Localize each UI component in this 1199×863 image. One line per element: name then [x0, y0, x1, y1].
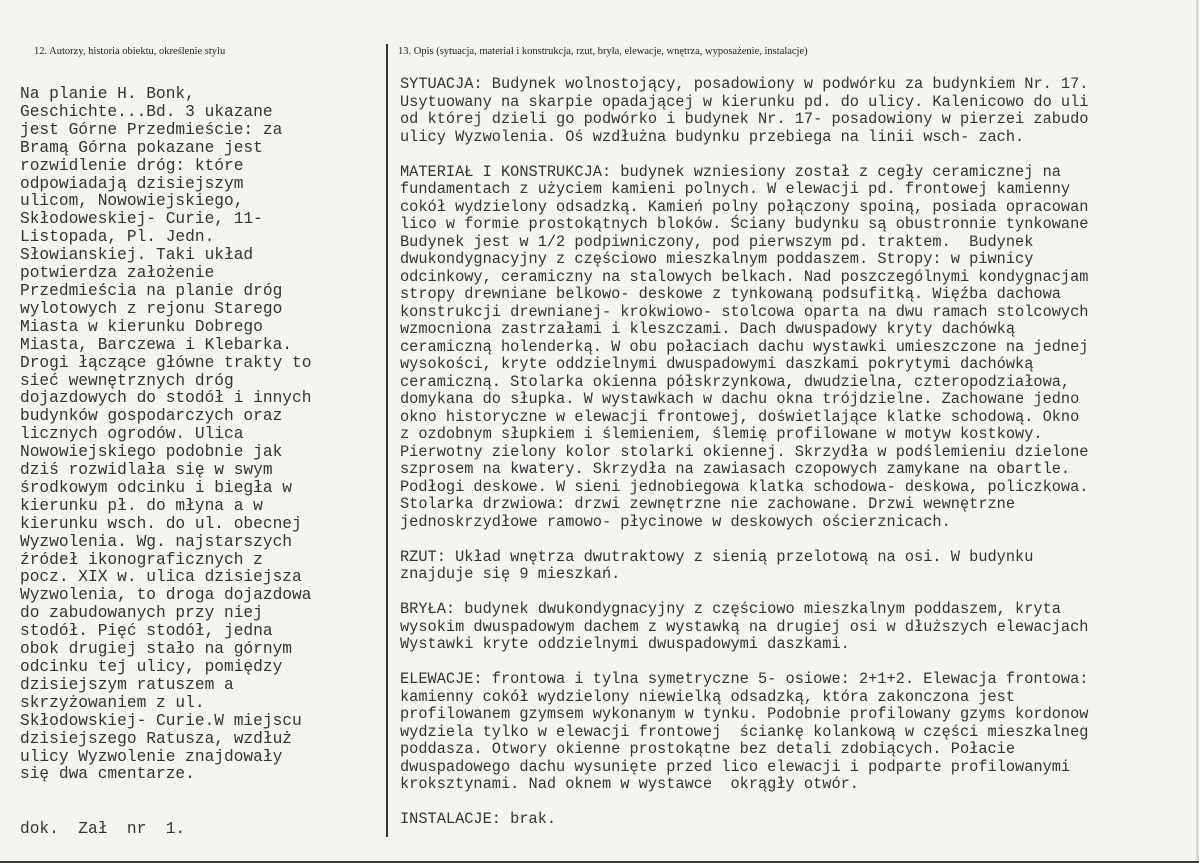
- history-line: jest Górne Przedmieście: za: [20, 120, 283, 139]
- description-line: wysokim dwuspadowym dachem z wystawką na drugiej osi w dłuższych elewacjach: [400, 617, 1089, 636]
- history-line: ulicom, Nowowiejskiego,: [20, 192, 244, 211]
- description-text: [400, 76, 1190, 846]
- description-line: poddasza. Otwory okienne prostokątne bez detali zdobiących. Połacie: [400, 740, 1016, 758]
- history-line: potwierdza założenie: [20, 264, 215, 283]
- history-line: dzisiejszym ratuszem a: [20, 675, 234, 694]
- history-line: się dwa cmentarze.: [20, 765, 195, 784]
- description-line: Budynek jest w 1/2 podpiwniczony, pod pierwszym pd. traktem. Budynek: [400, 232, 1034, 251]
- description-line: odcinkowy, ceramiczny na stalowych belkach. Nad poszczególnymi kondygnacjam: [400, 267, 1089, 286]
- description-line: Usytuowany na skarpie opadającej w kierunku pd. do ulicy. Kalenicowo do uli: [400, 92, 1089, 111]
- history-line: Wyzwolenia, to droga dojazdowa: [20, 586, 312, 605]
- header-authors-history: 12. Autorzy, historia obiektu, określenie stylu: [34, 46, 226, 57]
- description-paragraph: [400, 601, 1190, 654]
- description-line: konstrukcji drewnianej- krokwiowo- stolcowa oparta na dwu ramach stolcowych: [400, 302, 1089, 321]
- description-line: SYTUACJA: Budynek wolnostojący, posadowiony w podwórku za budynkiem Nr. 17.: [400, 75, 1089, 93]
- description-line: dwukondygnacyjny z częściowo mieszkalnym poddaszem. Stropy: w piwnicy: [400, 250, 1034, 268]
- history-line: Nowowiejskiego podobnie jak: [20, 443, 283, 462]
- history-line: odpowiadają dzisiejszym: [20, 174, 244, 193]
- description-line: wysokości, kryte oddzielnymi dwuspadowymi daszkami pokrytymi dachówką: [400, 355, 1034, 373]
- history-line: Listopada, Pl. Jedn.: [20, 228, 215, 247]
- description-line: profilowanem gzymsem wykonanym w tynku. Podobnie profilowany gzyms kordonow: [400, 705, 1089, 723]
- history-line: Drogi łączące główne trakty to: [20, 353, 312, 372]
- description-line: z ozdobnym słupkiem i ślemieniem, ślemię profilowane w motyw kostkowy.: [400, 425, 1043, 443]
- history-line: wylotowych z rejonu Starego: [20, 299, 283, 318]
- history-line: Przedmieścia na planie dróg: [20, 281, 283, 300]
- description-line: od której dzieli go podwórko i budynek Nr. 17- posadowiony w pierzei zabudo: [400, 110, 1089, 128]
- history-line: pocz. XIX w. ulica dzisiejsza: [20, 568, 302, 587]
- description-line: Stolarka drzwiowa: drzwi zewnętrzne nie zachowane. Drzwi wewnętrzne: [400, 495, 1016, 513]
- description-line: dwuspadowego dachu wysunięte przed lico elewacji i podparte profilowanymi: [400, 757, 1071, 776]
- history-line: Miasta w kierunku Dobrego: [20, 317, 263, 336]
- history-line: budynków gospodarczych oraz: [20, 407, 283, 426]
- history-line: Geschichte...Bd. 3 ukazane: [20, 102, 273, 121]
- history-line: sieć wewnętrznych dróg: [20, 371, 234, 390]
- history-line: Bramą Górna pokazane jest: [20, 138, 263, 157]
- description-paragraph: [400, 164, 1190, 532]
- description-line: ulicy Wyzwolenia. Oś wzdłużna budynku przebiega na linii wsch- zach.: [400, 127, 1025, 146]
- description-line: ceramiczną. Stolarka okienna półskrzynkowa, dwudzielna, czteropodziałowa,: [400, 372, 1071, 391]
- history-text: [20, 86, 380, 784]
- history-line: środkowym odcinku i biegła w: [20, 478, 292, 497]
- history-line: Słowianskiej. Taki układ: [20, 246, 254, 265]
- description-line: Podłogi deskowe. W sieni jednobiegowa klatka schodowa- deskowa, policzkowa.: [400, 477, 1089, 496]
- description-paragraph: [400, 671, 1190, 794]
- history-line: dziś rozwidlała się w swym: [20, 461, 273, 480]
- history-line: źródeł ikonograficznych z: [20, 550, 263, 569]
- description-line: kroksztynami. Nad oknem w wystawce okrągły otwór.: [400, 775, 859, 793]
- history-line: Skłodoweskiej- Curie, 11-: [20, 210, 263, 229]
- description-line: RZUT: Układ wnętrza dwutraktowy z sienią przelotową na osi. W budynku: [400, 547, 1034, 566]
- description-line: wzmocniona zastrzałami i kleszczami. Dach dwuspadowy kryty dachówką: [400, 320, 1016, 338]
- history-line: kierunku pł. do młyna a w: [20, 496, 263, 515]
- description-line: MATERIAŁ I KONSTRUKCJA: budynek wzniesiony został z cegły ceramicznej na: [400, 162, 1061, 181]
- description-line: stropy drewniane belkowo- deskowe z tynkowaną podsufitką. Więźba dachowa: [400, 285, 1061, 303]
- description-line: ceramiczną holenderką. W obu połaciach dachu wystawki umieszczone na jednej: [400, 337, 1089, 356]
- description-line: okno historyczne w elewacji frontowej, doświetlające klatke schodową. Okno: [400, 407, 1080, 426]
- footnote: dok. Zał nr 1.: [20, 820, 186, 838]
- description-line: fundamentach z użyciem kamieni polnych. W elewacji pd. frontowej kamienny: [400, 180, 1071, 198]
- history-line: rozwidlenie dróg: które: [20, 156, 244, 175]
- description-line: domykana do słupka. W wystawkach w dachu okna trójdzielne. Zachowane jedno: [400, 390, 1080, 408]
- description-line: jednoskrzydłowe ramowo- płycinowe w deskowych ościerznicach.: [400, 512, 951, 531]
- column-divider: [386, 44, 388, 837]
- history-line: ulicy Wyzwolenie znajdowały: [20, 747, 283, 766]
- description-line: szprosem na kwatery. Skrzydła na zawiasach czopowych zamykane na obartle.: [400, 460, 1071, 478]
- description-line: kamienny cokół wydzielony niewielką odsadzką, która zakonczona jest: [400, 687, 1016, 706]
- history-line: skrzyżowaniem z ul.: [20, 693, 205, 712]
- history-line: obok drugiej stało na górnym: [20, 640, 292, 659]
- description-line: INSTALACJE: brak.: [400, 810, 557, 828]
- history-line: do zabudowanych przy niej: [20, 604, 263, 623]
- history-line: Na planie H. Bonk,: [20, 85, 195, 103]
- description-line: wydziela tylko w elewacji frontowej ściankę kolankową w części mieszkalneg: [400, 722, 1089, 741]
- description-line: cokół wydzielony odsadzką. Kamień polny połączony spoiną, posiada opracowan: [400, 197, 1089, 216]
- history-line: stodół. Pięć stodół, jedna: [20, 622, 273, 641]
- history-line: Wyzwolenia. Wg. najstarszych: [20, 532, 292, 551]
- description-line: Pierwotny zielony kolor stolarki okiennej. Skrzydła w podślemieniu dzielone: [400, 442, 1089, 461]
- history-line: odcinku tej ulicy, pomiędzy: [20, 658, 283, 676]
- history-line: dojazdowych do stodół i innych: [20, 389, 312, 408]
- history-line: dzisiejszego Ratusza, wzdłuż: [20, 729, 292, 748]
- history-line: licznych ogrodów. Ulica: [20, 425, 244, 444]
- history-line: Miasta, Barczewa i Klebarka.: [20, 335, 292, 354]
- description-line: ELEWACJE: frontowa i tylna symetryczne 5- osiowe: 2+1+2. Elewacja frontowa:: [400, 670, 1089, 688]
- header-description: 13. Opis (sytuacja, materiał i konstrukcja, rzut, bryła, elewacje, wnętrza, wyposażenie, instalacje): [398, 46, 808, 57]
- description-paragraph: [400, 811, 1190, 829]
- description-line: BRYŁA: budynek dwukondygnacyjny z częściowo mieszkalnym poddaszem, kryta: [400, 600, 1061, 618]
- description-line: Wystawki kryte oddzielnymi dwuspadowymi daszkami.: [400, 635, 850, 653]
- description-line: lico w formie prostokątnych bloków. Ściany budynku są obustronnie tynkowane: [400, 215, 1089, 233]
- description-paragraph: [400, 549, 1190, 584]
- description-paragraph: [400, 76, 1190, 146]
- history-line: Skłodowskiej- Curie.W miejscu: [20, 711, 302, 730]
- history-line: kierunku wsch. do ul. obecnej: [20, 514, 302, 533]
- description-line: znajduje się 9 mieszkań.: [400, 565, 621, 583]
